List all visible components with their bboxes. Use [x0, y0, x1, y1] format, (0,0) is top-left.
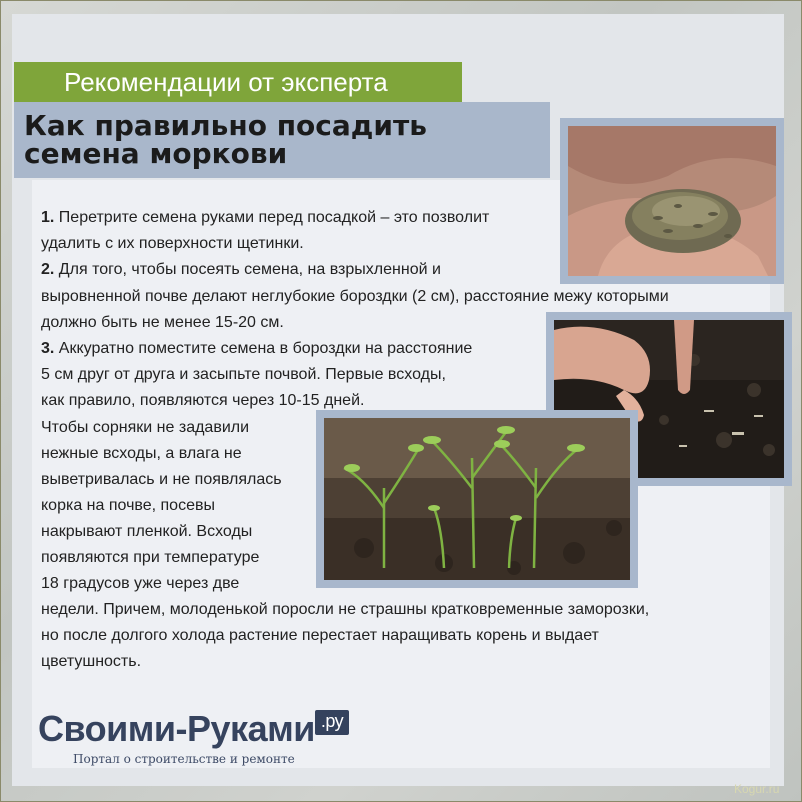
paragraph-line-8: недели. Причем, молоденькой поросли не страшны кратковременные заморозки,	[41, 601, 650, 618]
step-2-line-1: 2. Для того, чтобы посеять семена, на взрыхленной и	[41, 261, 441, 278]
paragraph-line-1: Чтобы сорняки не задавили	[41, 419, 250, 436]
step-3-line-1: 3. Аккуратно поместите семена в бороздки на расстояние	[41, 340, 473, 357]
paragraph-line-7: 18 градусов уже через две	[41, 575, 240, 592]
paragraph-line-9: но после долгого холода растение перестает наращивать корень и выдает	[41, 627, 599, 644]
watermark: Kogur.ru	[734, 782, 780, 796]
paragraph-line-2: нежные всходы, а влага не	[41, 445, 242, 462]
title-line-1: Как правильно посадить	[24, 109, 427, 142]
step-1-line-1: 1. Перетрите семена руками перед посадкой – это позволит	[41, 209, 490, 226]
step-3-line-2: 5 см друг от друга и засыпьте почвой. Первые всходы,	[41, 366, 446, 383]
logo-subtitle: Портал о строительстве и ремонте	[73, 752, 295, 766]
step-2-line-2: выровненной почве делают неглубокие бороздки (2 см), расстояние межу которыми	[41, 288, 669, 305]
paragraph-line-3: выветривалась и не появлялась	[41, 471, 282, 488]
step-3-number: 3.	[41, 340, 55, 357]
logo-domain-badge: .ру	[315, 710, 349, 735]
page-title	[24, 109, 427, 170]
step-2-line-3: должно быть не менее 15-20 см.	[41, 314, 284, 331]
site-logo[interactable]	[38, 708, 349, 750]
banner-label: Рекомендации от эксперта	[64, 67, 388, 97]
logo-name: Своими-Руками	[38, 708, 315, 749]
seeds-in-palm-photo	[560, 118, 784, 284]
carrot-seedlings-photo	[316, 410, 638, 588]
step-2-number: 2.	[41, 261, 55, 278]
step-1-line-2: удалить с их поверхности щетинки.	[41, 235, 304, 252]
paragraph-line-4: корка на почве, посевы	[41, 497, 215, 514]
step-1-number: 1.	[41, 209, 55, 226]
expert-banner	[14, 62, 462, 102]
title-line-2: семена моркови	[24, 137, 288, 170]
paragraph-line-6: появляются при температуре	[41, 549, 260, 566]
step-3-line-3: как правило, появляются через 10-15 дней.	[41, 392, 365, 409]
paragraph-line-5: накрывают пленкой. Всходы	[41, 523, 253, 540]
paragraph-line-10: цветушность.	[41, 653, 142, 670]
